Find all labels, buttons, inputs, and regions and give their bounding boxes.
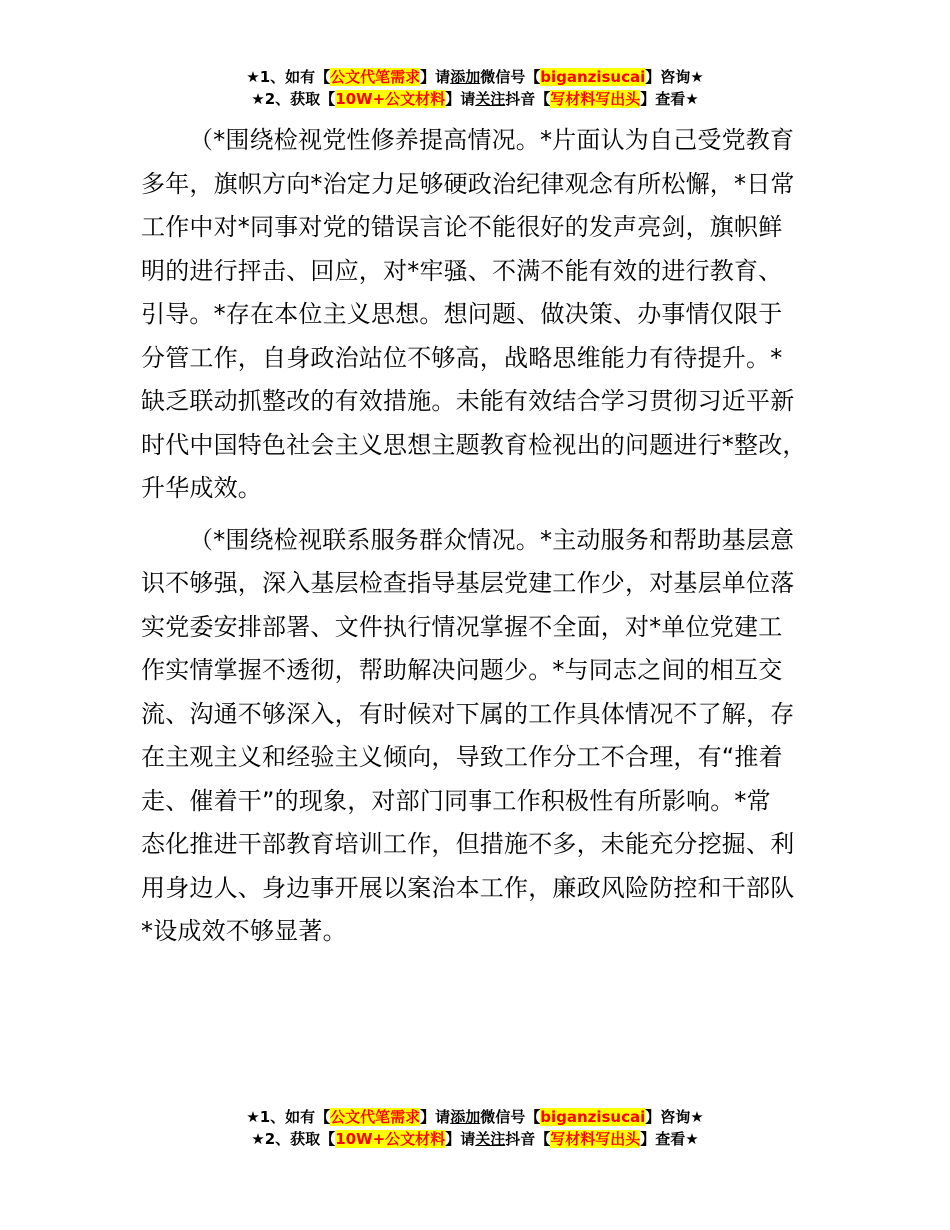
banner-text: ★1、如有【	[246, 1108, 331, 1126]
paragraph	[141, 119, 841, 511]
text-line: 在主观主义和经验主义倾向，导致工作分工不合理，有“推着	[141, 743, 783, 771]
banner-highlight: 写材料写出头	[550, 90, 641, 108]
text-line: 缺乏联动抓整改的有效措施。未能有效结合学习贯彻习近平新	[141, 387, 795, 415]
banner-underlined-text: 关注	[475, 1130, 506, 1148]
banner-highlight: biganzisucai	[540, 68, 646, 86]
text-line: 实党委安排部署、文件执行情况掌握不全面，对*单位党建工	[141, 612, 783, 641]
banner-highlight: 10W+公文材料	[335, 90, 446, 108]
banner-underlined-text: 添加	[450, 1108, 481, 1126]
banner-highlight: 10W+公文材料	[335, 1130, 446, 1148]
banner-line-2	[0, 88, 950, 110]
text-line: 用身边人、身边事开展以案治本工作，廉政风险防控和干部队	[141, 873, 795, 902]
banner-line-2	[0, 1128, 950, 1150]
banner-highlight: 写材料写出头	[550, 1130, 641, 1148]
header-banner	[0, 66, 950, 110]
text-line: （*围绕检视联系服务群众情况。*主动服务和帮助基层意	[189, 525, 795, 554]
text-line: 时代中国特色社会主义思想主题教育检视出的问题进行*整改，	[141, 430, 807, 459]
text-line: 识不够强，深入基层检查指导基层党建工作少，对基层单位落	[141, 569, 795, 597]
banner-text: 】请	[445, 90, 476, 108]
text-line: 流、沟通不够深入，有时候对下属的工作具体情况不了解，存	[141, 699, 795, 728]
banner-text: 】查看★	[640, 1130, 699, 1148]
text-line: 多年，旗帜方向*治定力足够硬政治纪律观念有所松懈，*日常	[141, 169, 795, 198]
text-line: 分管工作，自身政治站位不够高，战略思维能力有待提升。*	[141, 343, 783, 372]
banner-text: 】请	[445, 1130, 476, 1148]
text-line: 态化推进干部教育培训工作，但措施不多，未能充分挖掘、利	[141, 830, 795, 858]
banner-text: 】请	[420, 68, 451, 86]
document-body	[141, 119, 841, 962]
paragraph	[141, 519, 841, 954]
banner-text: 】请	[420, 1108, 451, 1126]
text-line: 引导。*存在本位主义思想。想问题、做决策、办事情仅限于	[141, 300, 783, 328]
banner-underlined-text: 关注	[475, 90, 506, 108]
footer-banner	[0, 1106, 950, 1150]
banner-text: ★2、获取【	[251, 90, 336, 108]
text-line: 升华成效。	[141, 474, 262, 502]
banner-line-1	[0, 66, 950, 88]
text-line: 明的进行抨击、回应，对*牢骚、不满不能有效的进行教育、	[141, 256, 783, 285]
text-line: *设成效不够显著。	[141, 917, 347, 945]
banner-text: 】查看★	[640, 90, 699, 108]
banner-underlined-text: 添加	[450, 68, 481, 86]
text-line: 走、催着干”的现象，对部门同事工作积极性有所影响。*常	[141, 786, 771, 815]
banner-highlight: biganzisucai	[540, 1108, 646, 1126]
text-line: 作实情掌握不透彻，帮助解决问题少。*与同志之间的相互交	[141, 656, 783, 684]
banner-text: 】咨询★	[645, 68, 704, 86]
banner-text: 抖音【	[505, 1130, 551, 1148]
banner-text: 微信号【	[480, 68, 541, 86]
banner-text: 抖音【	[505, 90, 551, 108]
text-line: （*围绕检视党性修养提高情况。*片面认为自己受党教育	[189, 126, 795, 154]
banner-text: 】咨询★	[645, 1108, 704, 1126]
banner-highlight: 公文代笔需求	[330, 1108, 421, 1126]
banner-text: 微信号【	[480, 1108, 541, 1126]
text-line: 工作中对*同事对党的错误言论不能很好的发声亮剑，旗帜鲜	[141, 213, 783, 241]
banner-line-1	[0, 1106, 950, 1128]
banner-highlight: 公文代笔需求	[330, 68, 421, 86]
banner-text: ★1、如有【	[246, 68, 331, 86]
banner-text: ★2、获取【	[251, 1130, 336, 1148]
